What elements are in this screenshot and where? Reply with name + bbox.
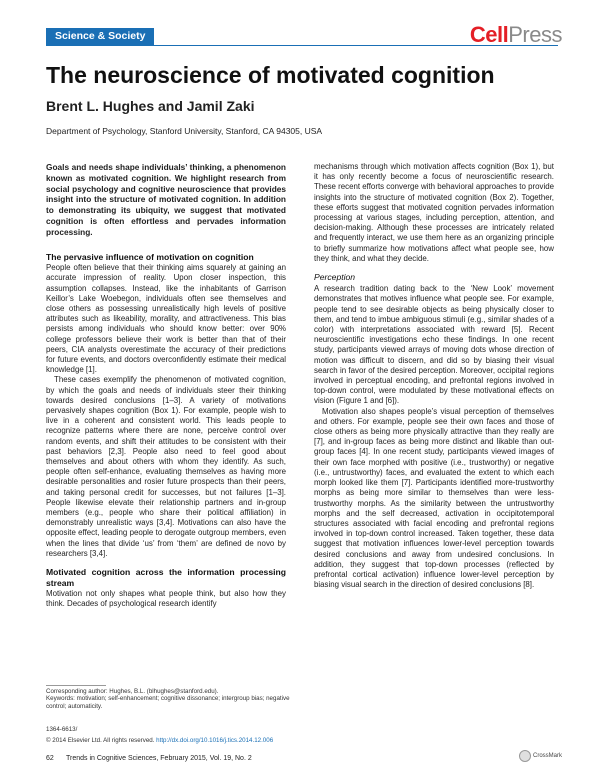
article-authors: Brent L. Hughes and Jamil Zaki <box>46 98 255 114</box>
copyright-line <box>46 737 273 744</box>
article-affiliation: Department of Psychology, Stanford University, Stanford, CA 94305, USA <box>46 126 323 136</box>
paragraph: People often believe that their thinking aims squarely at gaining an accurate impression of reality. Upon closer inspection, this assumption collapses. Instead, like the inhabitants of Garrison Keillor’s Lake Woebegon, individuals often see themselves and close others as possessing unrealistically high levels of positive attributes such as likeability, morality, and attractiveness. This bias persists among individuals who should know better: over 90% college professors believe their work is better than that of their peers, CIA analysts overestimate the accuracy of their predictions for future events, and doctors overconfidently estimate their medical knowledge [1]. <box>46 263 286 375</box>
copyright-text: © 2014 Elsevier Ltd. All rights reserved. <box>46 737 155 744</box>
heading-information-stream: Motivated cognition across the information processing stream <box>46 567 286 588</box>
doi-link[interactable]: http://dx.doi.org/10.1016/j.tics.2014.12.006 <box>156 737 274 744</box>
crossmark-badge[interactable] <box>519 750 562 762</box>
publisher-logo <box>470 22 562 48</box>
left-column <box>46 162 286 610</box>
page-number: 62 <box>46 755 54 762</box>
abstract: Goals and needs shape individuals’ thinking, a phenomenon known as motivated cognition. We highlight research from social psychology and cognitive neuroscience that provides insight into the structure of motivated cognition. In addition to demonstrating its ubiquity, we suggest that motivated cognition is often effortless and pervades information processing. <box>46 162 286 237</box>
heading-pervasive-influence: The pervasive influence of motivation on cognition <box>46 251 254 262</box>
corresponding-author: Corresponding author: Hughes, B.L. (blhughes@stanford.edu). <box>46 688 219 695</box>
crossmark-icon <box>519 750 531 762</box>
section-tag: Science & Society <box>46 28 154 45</box>
logo-press-text: Press <box>508 22 562 47</box>
paragraph: Motivation also shapes people’s visual perception of themselves and others. For example, people see their own faces and those of close others as being more physically attractive than they really are [7], and in-group faces as being more distinct and likable than out-group faces [4]. In one recent study, participants viewed images of their own face morphed with positive (i.e., trustworthy) or negative (i.e., untrustworthy) faces, and evaluated the extent to which each morph looked like them [7]. Participants identified more-trustworthy morphs as being more similar to themselves than were less-trustworthy morphs. As the similarity between the untrustworthy morphs and the self decreased, activation in occipitotemporal structures associated with facial encoding and prefrontal regions involved in top-down control increased. Taken together, these data suggest that motivation influences lower-level perception towards desired conclusions and away from undesired conclusions. In addition, they suggest that top-down processes (reflected by prefrontal cortical activation) influence lower-level perception by biasing visual search in the direction of desired conclusions [8]. <box>314 406 554 590</box>
crossmark-label: CrossMark <box>532 753 562 759</box>
article-title: The neuroscience of motivated cognition <box>46 62 495 88</box>
logo-cell-text: Cell <box>469 22 509 47</box>
paragraph: Motivation not only shapes what people think, but also how they think. Decades of psychological research identify <box>46 589 286 609</box>
paragraph: mechanisms through which motivation affects cognition (Box 1), but it has only recently become a focus of neuroscientific research. These recent efforts converge with behavioral approaches to provide insights into the structure of motivated cognition (Box 2). Together, these efforts suggest that motivated cognition pervades information processing at various stages, including perception, attention, and decision-making. Although these processes are intricately related and frequently interact, we use them here as an organizing principle to briefly summarize how motivations affect what people see, how they think, and what they decide. <box>314 162 554 263</box>
journal-citation: Trends in Cognitive Sciences, February 2015, Vol. 19, No. 2 <box>66 755 252 762</box>
keywords: Keywords: motivation; self-enhancement; cognitive dissonance; intergroup bias; negative control; automaticity. <box>46 695 290 710</box>
paragraph: These cases exemplify the phenomenon of motivated cognition, by which the goals and needs of individuals steer their thinking towards desired conclusions [1–3]. A variety of motivations pervasively shapes cognition (Box 1). For example, people wish to live in a coherent and consistent world. This leads people to recognize patterns where there are none, perceive control over random events, and shift their attitudes to be consistent with their past behaviors [2,3]. People also need to feel good about themselves and about others with whom they identify. As such, people often self-enhance, evaluating themselves as having more desirable personalities and rosier future prospects than their peers, and taking personal credit for successes, but not failures [1–3]. People likewise elevate their relationship partners and in-group members (e.g., people who share their political affiliation) in demonstrably unrealistic ways [3,4]. Motivations can also have the opposite effect, leading people to derogate outgroup members, even when the lines that divide ‘us’ from ‘them’ are defined de novo by researchers [3,4]. <box>46 375 286 558</box>
right-column <box>314 162 554 590</box>
paragraph: A research tradition dating back to the ‘New Look’ movement demonstrates that motives influence what people see. For example, people tend to see desirable objects as being physically closer to them, and tend to imbue ambiguous stimuli (e.g., similar shades of a color) with interpretations associated with reward [5]. Recent neuroscientific investigations echo these findings. In one recent study, participants viewed arrays of moving dots whose direction of motion was difficult to discern, and did so by biasing their visual search in favor of the desired perception. Moreover, occipital regions involved in perceptual encoding, and prefrontal regions involved in top-down control, were modulated by these motivational effects on vision (Figure 1 and [6]). <box>314 284 554 406</box>
issn: 1364-6613/ <box>46 726 78 733</box>
footnote-rule <box>46 685 106 686</box>
heading-perception: Perception <box>314 272 356 283</box>
footnotes <box>46 688 294 710</box>
